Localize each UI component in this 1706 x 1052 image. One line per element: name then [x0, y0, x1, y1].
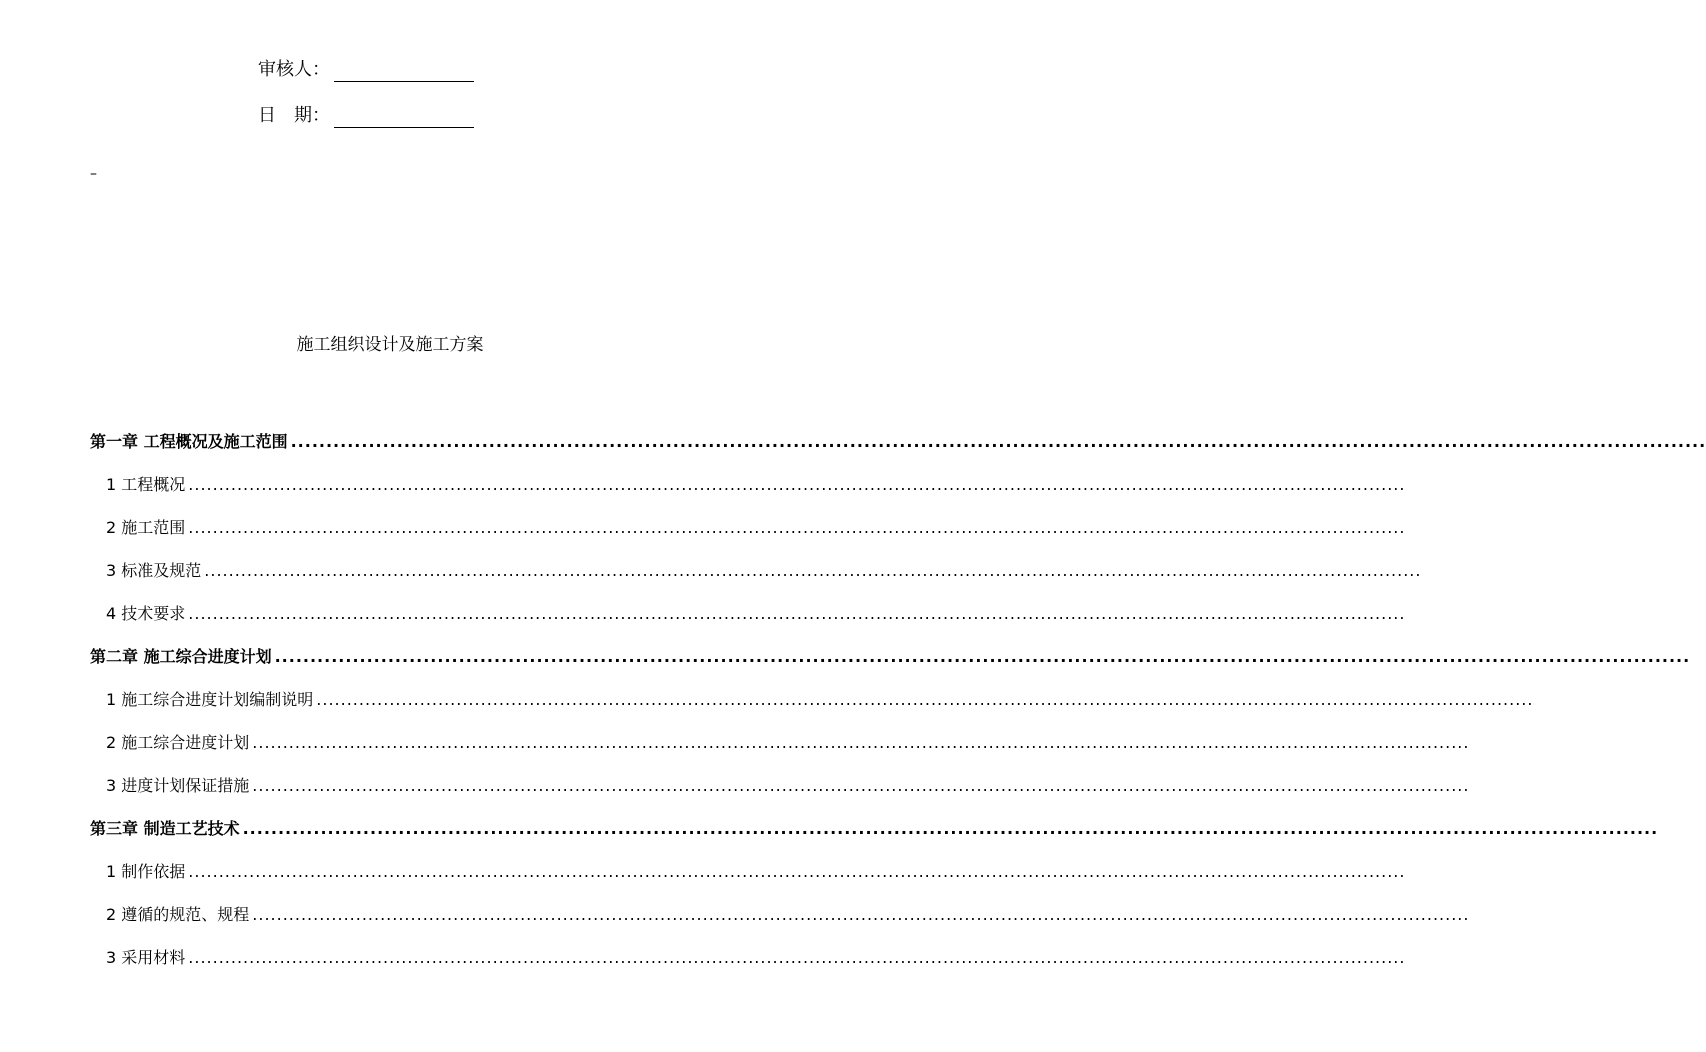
toc-entry-text: 第二章 施工综合进度计划 — [90, 646, 272, 666]
toc-entry-text: 第三章 制造工艺技术 — [90, 818, 240, 838]
toc-section-entry[interactable] — [90, 936, 1406, 979]
toc-dot-leader: ........................................................................................................................................................................................................ — [204, 560, 1422, 580]
toc-section-entry[interactable] — [90, 893, 1470, 936]
toc-entry-text: 2 施工范围 — [106, 517, 186, 537]
toc-dot-leader: ........................................................................................................................................................................................................ — [188, 861, 1406, 881]
toc-entry-text: 1 工程概况 — [106, 474, 186, 494]
date-row — [258, 104, 474, 128]
toc-section-entry[interactable] — [90, 592, 1406, 635]
toc-chapter-entry[interactable] — [90, 807, 1659, 850]
toc-chapter-entry[interactable] — [90, 635, 1691, 678]
toc-dot-leader: ........................................................................................................................................................................................................ — [252, 904, 1470, 924]
document-title: 施工组织设计及施工方案 — [296, 335, 484, 355]
toc-entry-text: 3 进度计划保证措施 — [106, 775, 250, 795]
toc-entry-text: 3 标准及规范 — [106, 560, 202, 580]
toc-entry-text: 2 遵循的规范、规程 — [106, 904, 250, 924]
toc-dot-leader: ........................................................................................................................................................................................................ — [274, 646, 1691, 666]
toc-dot-leader: ........................................................................................................................................................................................................ — [290, 431, 1706, 451]
toc-dot-leader: ........................................................................................................................................................................................................ — [188, 517, 1406, 537]
toc-dot-leader: ........................................................................................................................................................................................................ — [188, 947, 1406, 967]
toc-entry-text: 2 施工综合进度计划 — [106, 732, 250, 752]
toc-entry-text: 1 制作依据 — [106, 861, 186, 881]
toc-section-entry[interactable] — [90, 721, 1470, 764]
toc-section-entry[interactable] — [90, 850, 1406, 893]
reviewer-row — [258, 58, 474, 82]
toc-dot-leader: ........................................................................................................................................................................................................ — [252, 732, 1470, 752]
toc-dot-leader: ........................................................................................................................................................................................................ — [252, 775, 1470, 795]
toc-section-entry[interactable] — [90, 678, 1534, 721]
toc-dot-leader: ........................................................................................................................................................................................................ — [316, 689, 1534, 709]
toc-entry-text: 第一章 工程概况及施工范围 — [90, 431, 288, 451]
date-label: 日 期： — [258, 105, 330, 126]
toc-chapter-entry[interactable] — [90, 420, 1706, 463]
toc-dot-leader: ........................................................................................................................................................................................................ — [188, 474, 1406, 494]
toc-section-entry[interactable] — [90, 549, 1422, 592]
toc-section-entry[interactable] — [90, 463, 1406, 506]
toc-entry-text: 3 采用材料 — [106, 947, 186, 967]
reviewer-label: 审核人： — [258, 59, 330, 80]
toc-entry-text: 4 技术要求 — [106, 603, 186, 623]
toc-dot-leader: ........................................................................................................................................................................................................ — [188, 603, 1406, 623]
table-of-contents — [90, 420, 1706, 979]
toc-section-entry[interactable] — [90, 506, 1406, 549]
reviewer-signature-line — [334, 61, 474, 82]
date-signature-line — [334, 107, 474, 128]
toc-entry-text: 1 施工综合进度计划编制说明 — [106, 689, 314, 709]
toc-dot-leader: ........................................................................................................................................................................................................ — [242, 818, 1659, 838]
toc-section-entry[interactable] — [90, 764, 1470, 807]
dash-mark: – — [90, 166, 97, 182]
